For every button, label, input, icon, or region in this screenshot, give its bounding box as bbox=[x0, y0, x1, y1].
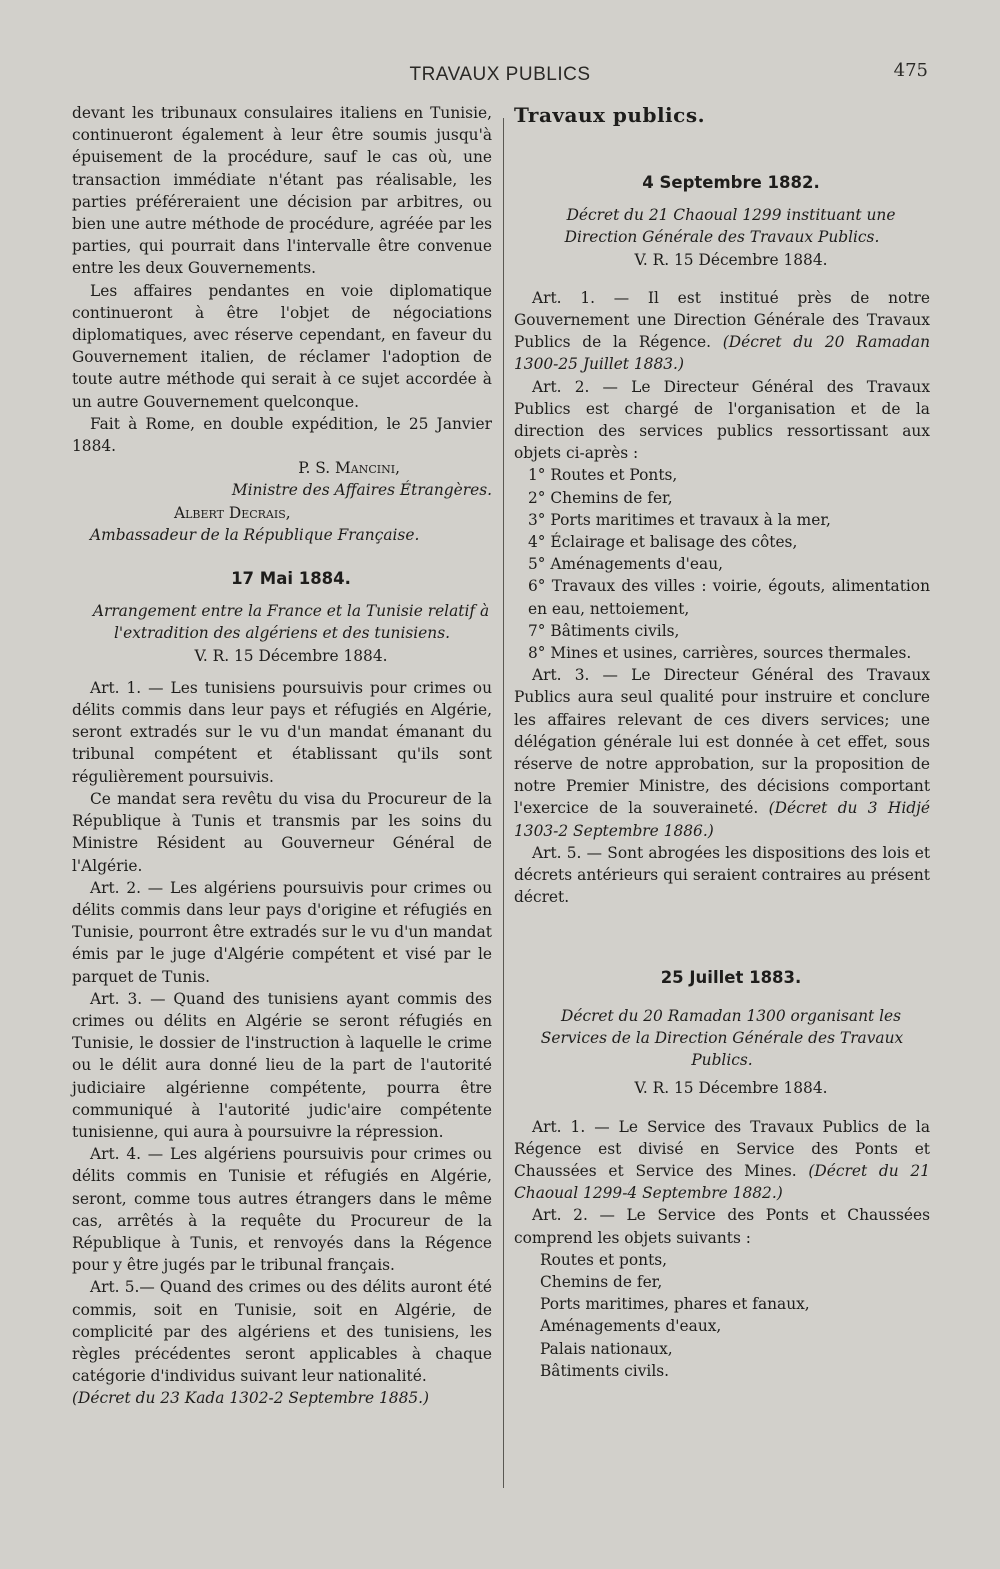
article-reference: (Décret du 20 Ramadan 1300-25 Juillet 1883.) bbox=[514, 333, 930, 374]
decree-vr: V. R. 15 Décembre 1884. bbox=[634, 1079, 828, 1098]
article-1-cont: Ce mandat sera revêtu du visa du Procureur de la République à Tunis et transmis par les soins du Ministre Résident au Gouverneur Général de l'Algérie. bbox=[72, 789, 492, 875]
article-5-reference: (Décret du 23 Kada 1302-2 Septembre 1885.) bbox=[72, 1389, 430, 1408]
list-item: Palais nationaux, bbox=[540, 1339, 673, 1358]
page-number: 475 bbox=[893, 60, 928, 81]
signature-title: Ambassadeur de la République Française. bbox=[90, 525, 420, 544]
spacer bbox=[514, 128, 930, 172]
running-title: TRAVAUX PUBLICS bbox=[409, 64, 591, 85]
signatory-name: Albert Decrais, bbox=[174, 503, 291, 522]
article-text: Art. 3. — Le Directeur Général des Travaux Publics aura seul qualité pour instruire et conclure les affaires relevant de ces divers services; une délégation générale lui est donnée à cet effet, sous réserve de notre approbation, sur la proposition de notre Premier Ministre, des décisions comportant l'exercice de la souveraineté. bbox=[514, 666, 930, 818]
section-title: Arrangement entre la France et la Tunisie relatif à l'extradition des algériens et des tunisiens. bbox=[92, 602, 490, 643]
article-reference: (Décret du 21 Chaoual 1299-4 Septembre 1882.) bbox=[514, 1161, 930, 1203]
spacer bbox=[514, 194, 930, 204]
signature-name bbox=[72, 502, 492, 524]
decree-vr: V. R. 15 Décembre 1884. bbox=[634, 250, 828, 269]
service-list bbox=[514, 464, 930, 664]
spacer bbox=[72, 667, 492, 677]
article-1 bbox=[514, 287, 930, 376]
article-5: Art. 5.— Quand des crimes ou des délits auront été commis, soit en Tunisie, soit en Algérie, de complicité par des algériens et des tunisiens, les règles précédentes seront applicables à chaque catégorie d'individus suivant leur nationalité. bbox=[72, 1278, 492, 1386]
list-item: 8° Mines et usines, carrières, sources thermales. bbox=[528, 644, 912, 663]
article-3 bbox=[514, 664, 930, 842]
article-2: Art. 2. — Le Directeur Général des Travaux Publics est chargé de l'organisation et de la direction des services publics ressortissant aux objets ci-après : bbox=[514, 377, 930, 463]
spacer bbox=[514, 1100, 930, 1116]
list-item: Bâtiments civils. bbox=[540, 1361, 670, 1380]
decree-date: 4 Septembre 1882. bbox=[642, 173, 820, 192]
signatory-name: P. S. Mancini, bbox=[298, 459, 400, 478]
signature-name bbox=[72, 457, 492, 479]
article-4: Art. 4. — Les algériens poursuivis pour crimes ou délits commis en Tunisie et réfugiés en Algérie, seront, comme tous autres étrangers dans le même cas, arrêtés à la requête du Procureur de la République à Tunis, et renvoyés dans la Régence pour y être jugés par le tribunal français. bbox=[72, 1145, 492, 1275]
decree-title: Décret du 21 Chaoual 1299 instituant une Direction Générale des Travaux Publics. bbox=[564, 206, 896, 247]
service-list bbox=[514, 1249, 930, 1382]
list-item: Chemins de fer, bbox=[540, 1272, 663, 1291]
article-1 bbox=[514, 1116, 930, 1205]
list-item: 7° Bâtiments civils, bbox=[528, 621, 680, 640]
left-column bbox=[72, 102, 492, 1410]
section-heading: Travaux publics. bbox=[514, 103, 706, 127]
right-column bbox=[514, 102, 930, 1382]
spacer bbox=[72, 546, 492, 568]
list-item: 3° Ports maritimes et travaux à la mer, bbox=[528, 510, 831, 529]
column-divider bbox=[503, 118, 504, 1488]
list-item: 2° Chemins de fer, bbox=[528, 488, 673, 507]
article-reference: (Décret du 3 Hidjé 1303-2 Septembre 1886.) bbox=[514, 799, 931, 840]
article-3: Art. 3. — Quand des tunisiens ayant commis des crimes ou délits en Algérie se seront réfugiés en Tunisie, le dossier de l'instruction à laquelle le crime ou le délit aura donné lieu de la part de l'autorité judiciaire algérienne compétente, pourra être communiqué à l'autorité judic'aire compétente tunisienne, qui aura à poursuivre la répression. bbox=[72, 989, 492, 1141]
article-5: Art. 5. — Sont abrogées les dispositions des lois et décrets antérieurs qui seraient contraires au présent décret. bbox=[514, 843, 930, 907]
list-item: Routes et ponts, bbox=[540, 1250, 668, 1269]
section-date: 17 Mai 1884. bbox=[231, 569, 351, 589]
spacer bbox=[514, 989, 930, 1005]
article-text: Art. 1. — Le Service des Travaux Publics de la Régence est divisé en Service des Ponts et Chaussées et Service des Mines. bbox=[514, 1117, 930, 1180]
spacer bbox=[514, 271, 930, 287]
list-item: 1° Routes et Ponts, bbox=[528, 466, 678, 485]
spacer bbox=[72, 590, 492, 600]
article-2: Art. 2. — Les algériens poursuivis pour crimes ou délits commis dans leur pays d'origine et réfugiés en Tunisie, pourront être extradés sur le vu d'un mandat émis par le juge d'Algérie compétent et visé par le parquet de Tunis. bbox=[72, 878, 492, 986]
article-1: Art. 1. — Les tunisiens poursuivis pour crimes ou délits commis dans leur pays et réfugiés en Algérie, seront extradés sur le vu d'un mandat émanant du tribunal compétent et établissant qu'ils sont régulièrement poursuivis. bbox=[72, 678, 492, 786]
decree-date: 25 Juillet 1883. bbox=[660, 967, 802, 987]
section-vr: V. R. 15 Décembre 1884. bbox=[194, 646, 388, 665]
list-item: Aménagements d'eaux, bbox=[540, 1317, 722, 1336]
list-item: 5° Aménagements d'eau, bbox=[528, 555, 724, 574]
list-item: 6° Travaux des villes : voirie, égouts, alimentation en eau, nettoiement, bbox=[528, 577, 930, 618]
article-text: Art. 1. — Il est institué près de notre Gouvernement une Direction Générale des Travaux Publics de la Régence. bbox=[514, 288, 930, 352]
decree-title: Décret du 20 Ramadan 1300 organisant les Services de la Direction Générale des Travaux Publics. bbox=[540, 1006, 904, 1070]
spacer bbox=[514, 909, 930, 967]
signature-title: Ministre des Affaires Étrangères. bbox=[231, 481, 492, 500]
paragraph: devant les tribunaux consulaires italiens en Tunisie, continueront également à leur être soumis jusqu'à épuisement de la procédure, sauf le cas où, une transaction immédiate n'étant pas réalisable, les parties préféreraient une décision par arbitres, ou bien une autre méthode de procédure, agréée par les parties, qui pourrait dans l'intervalle être convenue entre les deux Gouvernements. bbox=[72, 104, 492, 278]
paragraph: Les affaires pendantes en voie diplomatique continueront à être l'objet de négociations diplomatiques, avec réserve cependant, en faveur du Gouvernement italien, de réclamer l'adoption de toute autre méthode qui serait à ce sujet accordée à un autre Gouvernement quelconque. bbox=[72, 281, 492, 411]
list-item: 4° Éclairage et balisage des côtes, bbox=[528, 533, 798, 552]
list-item: Ports maritimes, phares et fanaux, bbox=[540, 1295, 810, 1314]
article-2: Art. 2. — Le Service des Ponts et Chaussées comprend les objets suivants : bbox=[514, 1206, 930, 1247]
paragraph: Fait à Rome, en double expédition, le 25 Janvier 1884. bbox=[72, 414, 492, 456]
